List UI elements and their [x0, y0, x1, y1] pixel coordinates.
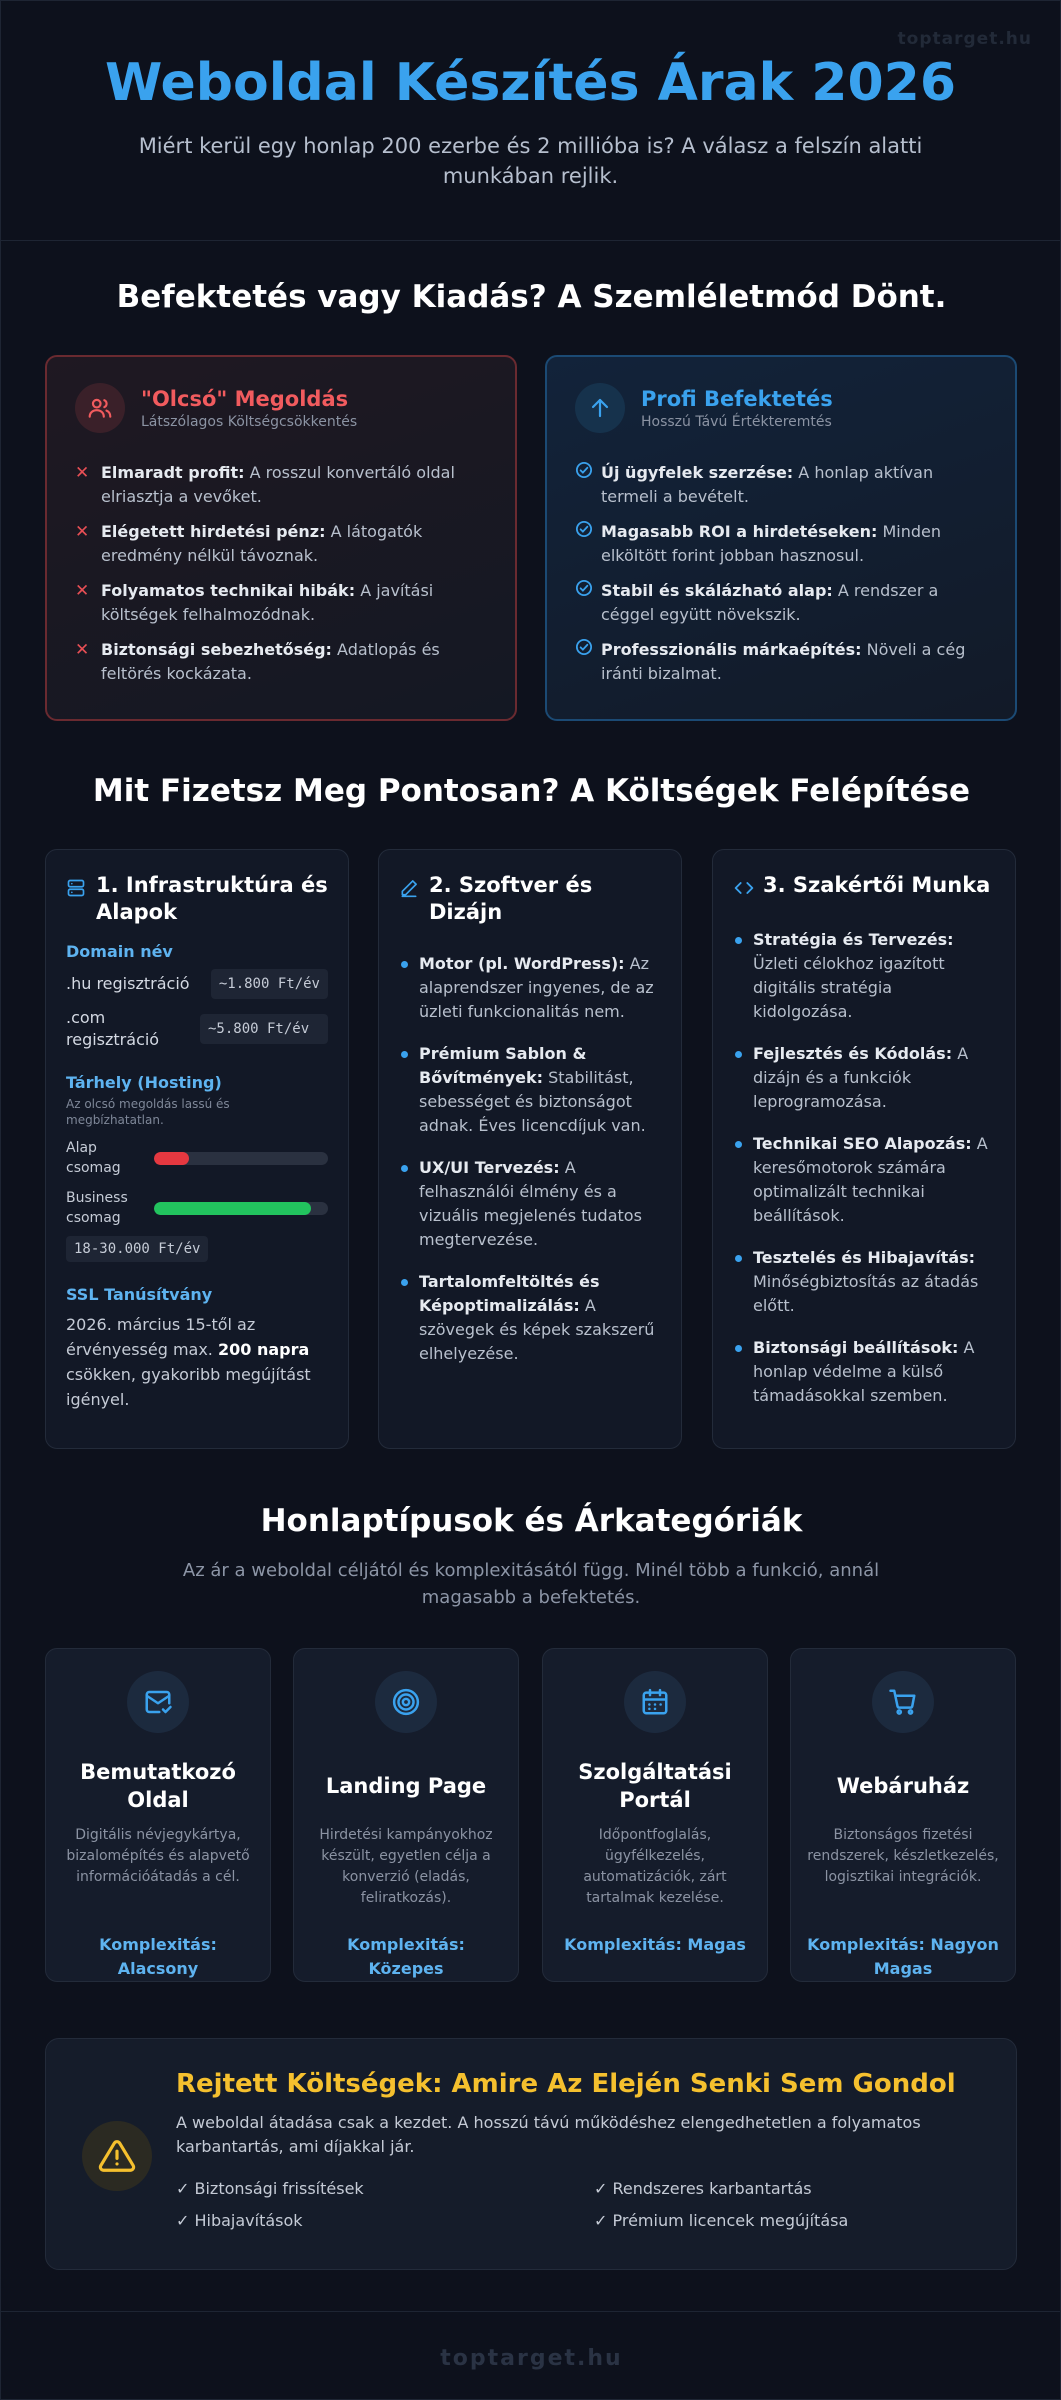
- cheap-solution-card: [45, 355, 517, 721]
- pro-title: Profi Befektetés: [641, 386, 833, 411]
- domain-label: Domain név: [66, 942, 173, 961]
- check-circle-icon: [575, 461, 601, 509]
- arrow-up-icon: [575, 383, 625, 433]
- software-list: [399, 952, 661, 1366]
- price-badge: ~1.800 Ft/év: [211, 969, 328, 999]
- investment-title: Befektetés vagy Kiadás? A Szemléletmód Dönt.: [116, 279, 947, 315]
- list-item: Tesztelés és Hibajavítás: Minőségbiztosítás az átadás előtt.: [733, 1246, 995, 1318]
- footer-brand: toptarget.hu: [1, 2311, 1061, 2400]
- infrastructure-card: [45, 849, 349, 1449]
- mail-icon: [127, 1671, 189, 1733]
- code-icon: [733, 878, 763, 902]
- complexity-label: Komplexitás: Magas: [564, 1935, 746, 1954]
- list-item: Motor (pl. WordPress): Az alaprendszer ingyenes, de az üzleti funkcionalitás nem.: [399, 952, 661, 1024]
- cheap-subtitle: Látszólagos Költségcsökkentés: [141, 413, 358, 430]
- list-item: Tartalomfeltöltés és Képoptimalizálás: A szövegek és képek szakszerű elhelyezése.: [399, 1270, 661, 1366]
- check-circle-icon: [575, 638, 601, 686]
- list-item: Stabil és skálázható alap: A rendszer a céggel együtt növekszik.: [575, 579, 987, 627]
- cheap-title: "Olcsó" Megoldás: [141, 386, 349, 411]
- type-card-presentation: Bemutatkozó Oldal Digitális névjegykártya, bizalomépítés és alapvető információátadás a cél. Komplexitás: Alacsony: [45, 1648, 271, 1982]
- type-card-webshop: Webáruház Biztonságos fizetési rendszerek, készletkezelés, logisztikai integrációk. Komplexitás: Nagyon Magas: [790, 1648, 1016, 1982]
- hidden-costs-list: [176, 2177, 976, 2233]
- check-circle-icon: [575, 520, 601, 568]
- software-title: 2. Szoftver és Dizájn: [429, 873, 593, 924]
- server-icon: [66, 878, 96, 902]
- complexity-label: Komplexitás: Közepes: [347, 1935, 465, 1978]
- calendar-icon: [624, 1671, 686, 1733]
- watermark: toptarget.hu: [897, 29, 1032, 49]
- hosting-price-badge: 18-30.000 Ft/év: [66, 1236, 208, 1262]
- pro-investment-card: [545, 355, 1017, 721]
- users-icon: [75, 383, 125, 433]
- list-item: Új ügyfelek szerzése: A honlap aktívan termeli a bevételt.: [575, 461, 987, 509]
- pen-icon: [399, 878, 429, 902]
- list-item: ✓ Rendszeres karbantartás: [594, 2179, 812, 2198]
- hosting-note: Az olcsó megoldás lassú és megbízhatatlan.: [66, 1097, 230, 1127]
- pro-subtitle: Hosszú Távú Értékteremtés: [641, 413, 832, 430]
- x-icon: ✕: [75, 522, 90, 542]
- warning-icon: [82, 2121, 152, 2191]
- ssl-text: 2026. március 15-től az érvényesség max. 200 napra csökken, gyakoribb megújítást igényel.: [66, 1315, 311, 1409]
- page-subtitle: Miért kerül egy honlap 200 ezerbe és 2 millióba is? A válasz a felszín alatti munkában rejlik.: [138, 134, 923, 188]
- list-item: ✕ Folyamatos technikai hibák: A javítási költségek felhalmozódnak.: [75, 579, 487, 627]
- target-icon: [375, 1671, 437, 1733]
- hosting-plan-row: Business csomag: [66, 1188, 328, 1228]
- check-circle-icon: [575, 579, 601, 627]
- list-item: Magasabb ROI a hirdetéseken: Minden elköltött forint jobban hasznosul.: [575, 520, 987, 568]
- x-icon: ✕: [75, 463, 90, 483]
- domain-row: .com regisztráció ~5.800 Ft/év: [66, 1007, 328, 1051]
- hosting-quality-bar: [154, 1202, 328, 1215]
- hosting-label: Tárhely (Hosting): [66, 1073, 222, 1092]
- expert-list: [733, 928, 995, 1408]
- types-title: Honlaptípusok és Árkategóriák: [260, 1503, 803, 1539]
- pro-list: [575, 461, 987, 686]
- list-item: Biztonsági beállítások: A honlap védelme a külső támadásokkal szemben.: [733, 1336, 995, 1408]
- list-item: ✓ Hibajavítások: [176, 2211, 303, 2230]
- costs-title: Mit Fizetsz Meg Pontosan? A Költségek Felépítése: [92, 773, 971, 809]
- type-card-portal: Szolgáltatási Portál Időpontfoglalás, ügyfélkezelés, automatizációk, zárt tartalmak kezelése. Komplexitás: Magas: [542, 1648, 768, 1982]
- list-item: Prémium Sablon & Bővítmények: Stabilitást, sebességet és biztonságot adnak. Éves licencdíjuk van.: [399, 1042, 661, 1138]
- list-item: Technikai SEO Alapozás: A keresőmotorok számára optimalizált technikai beállítások.: [733, 1132, 995, 1228]
- list-item: Stratégia és Tervezés: Üzleti célokhoz igazított digitális stratégia kidolgozása.: [733, 928, 995, 1024]
- domain-row: .hu regisztráció ~1.800 Ft/év: [66, 969, 328, 999]
- expert-card: [712, 849, 1016, 1449]
- types-subtitle: Az ár a weboldal céljától és komplexitásától függ. Minél több a funkció, annál magasabb a befektetés.: [182, 1560, 880, 1608]
- ssl-label: SSL Tanúsítvány: [66, 1285, 213, 1304]
- cart-icon: [872, 1671, 934, 1733]
- x-icon: ✕: [75, 581, 90, 601]
- hidden-costs-text: A weboldal átadása csak a kezdet. A hosszú távú működéshez elengedhetetlen a folyamatos karbantartás, ami díjakkal jár.: [176, 2113, 921, 2156]
- software-card: [378, 849, 682, 1449]
- type-card-landing: Landing Page Hirdetési kampányokhoz készült, egyetlen célja a konverzió (eladás, feliratkozás). Komplexitás: Közepes: [293, 1648, 519, 1982]
- hidden-costs-card: [45, 2038, 1017, 2270]
- expert-title: 3. Szakértői Munka: [763, 873, 991, 897]
- price-badge: ~5.800 Ft/év: [200, 1014, 328, 1044]
- complexity-label: Komplexitás: Nagyon Magas: [807, 1935, 999, 1978]
- list-item: ✕ Elmaradt profit: A rosszul konvertáló oldal elriasztja a vevőket.: [75, 461, 487, 509]
- list-item: Fejlesztés és Kódolás: A dizájn és a funkciók leprogramozása.: [733, 1042, 995, 1114]
- list-item: ✓ Biztonsági frissítések: [176, 2179, 364, 2198]
- list-item: ✕ Biztonsági sebezhetőség: Adatlopás és feltörés kockázata.: [75, 638, 487, 686]
- hidden-costs-title: Rejtett Költségek: Amire Az Elején Senki Sem Gondol: [176, 2069, 956, 2099]
- infrastructure-title: 1. Infrastruktúra és Alapok: [96, 873, 328, 924]
- complexity-label: Komplexitás: Alacsony: [99, 1935, 217, 1978]
- hosting-quality-bar: [154, 1152, 328, 1165]
- page-title: Weboldal Készítés Árak 2026: [104, 53, 957, 113]
- list-item: Professzionális márkaépítés: Növeli a cég iránti bizalmat.: [575, 638, 987, 686]
- cheap-list: [75, 461, 487, 686]
- list-item: ✓ Prémium licencek megújítása: [594, 2211, 849, 2230]
- hosting-plan-row: Alap csomag: [66, 1138, 328, 1178]
- list-item: UX/UI Tervezés: A felhasználói élmény és a vizuális megjelenés tudatos megtervezése.: [399, 1156, 661, 1252]
- list-item: ✕ Elégetett hirdetési pénz: A látogatók eredmény nélkül távoznak.: [75, 520, 487, 568]
- x-icon: ✕: [75, 640, 90, 660]
